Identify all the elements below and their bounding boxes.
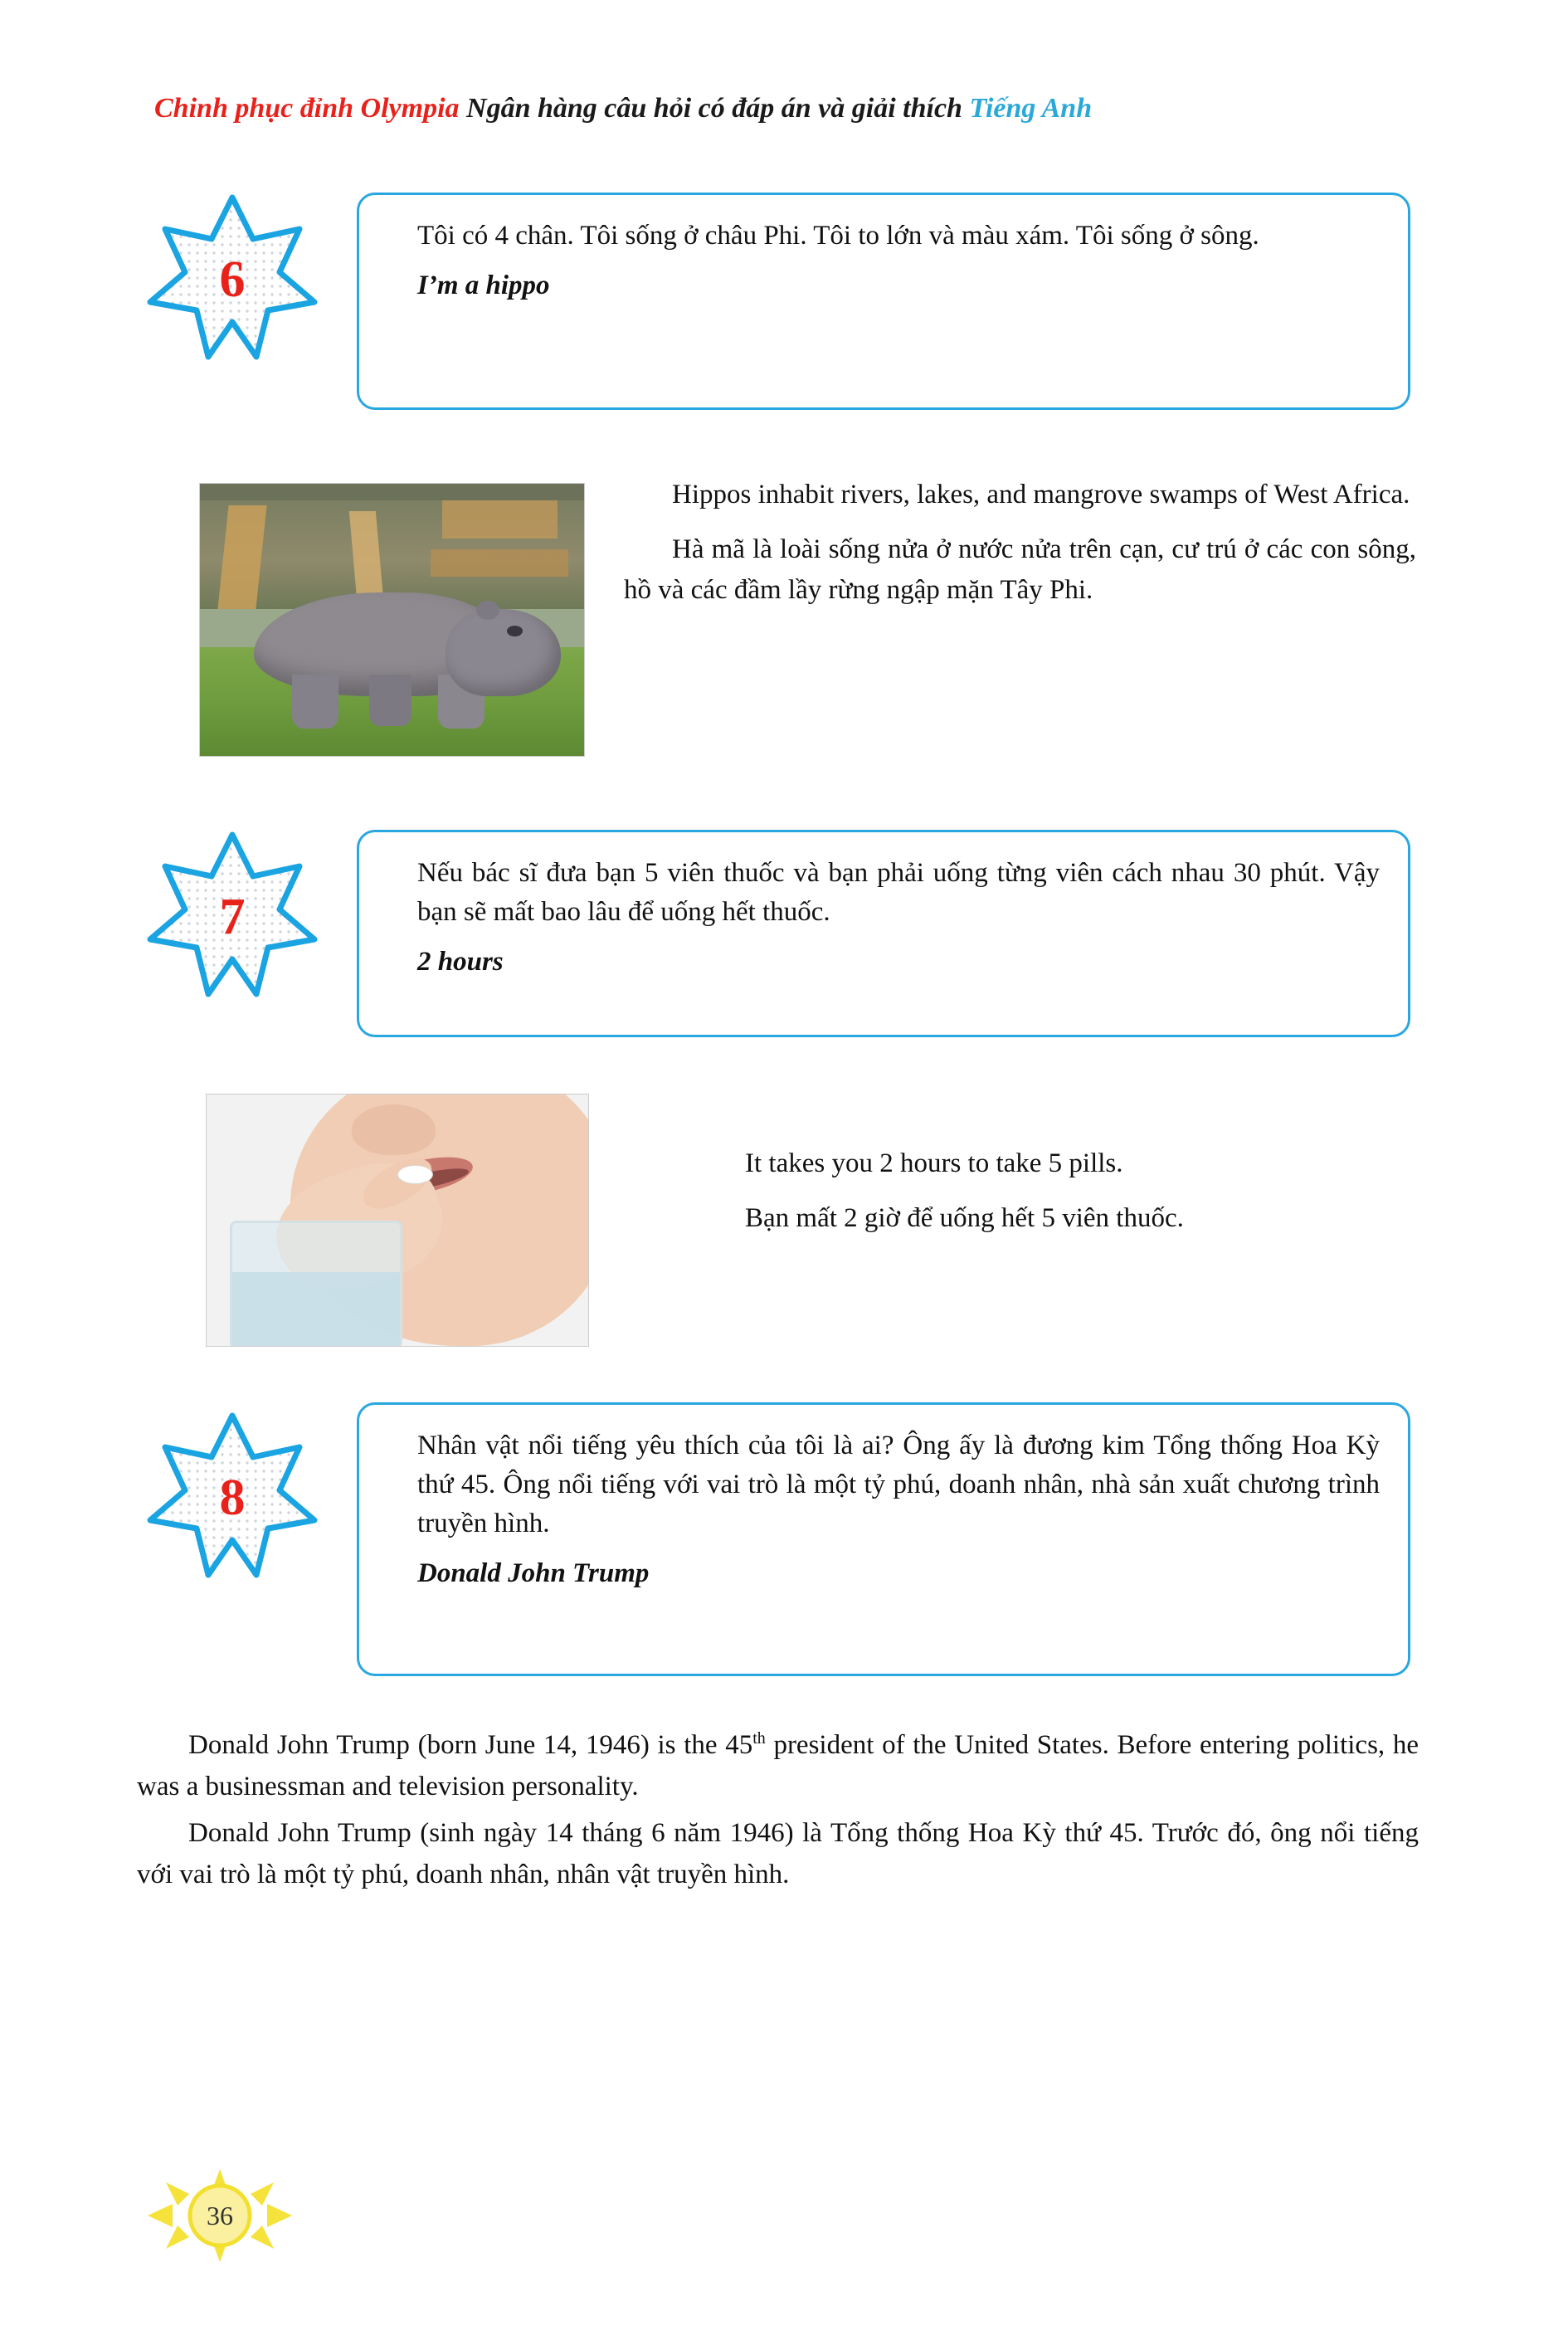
star-badge-6 xyxy=(145,193,319,367)
body-paragraph-en xyxy=(137,1724,1419,1807)
question-answer-6: I’m a hippo xyxy=(417,270,550,300)
star-number-6: 6 xyxy=(219,251,246,308)
question-text-6: Tôi có 4 chân. Tôi sống ở châu Phi. Tôi to lớn và màu xám. Tôi sống ở sông. xyxy=(417,221,1259,251)
question-answer-7: 2 hours xyxy=(417,946,504,977)
question-bubble-7 xyxy=(357,830,1410,1037)
page-number-badge xyxy=(141,2157,299,2274)
question-bubble-6 xyxy=(357,193,1410,410)
star-badge-8 xyxy=(145,1411,319,1585)
explanation-vi-7: Bạn mất 2 giờ để uống hết 5 viên thuốc. xyxy=(745,1202,1184,1233)
star-number-7: 7 xyxy=(219,888,246,945)
explanation-en-6: Hippos inhabit rivers, lakes, and mangrove swamps of West Africa. xyxy=(672,480,1410,509)
explanation-text-7 xyxy=(697,1143,1419,1239)
question-text-8: Nhân vật nổi tiếng yêu thích của tôi là ai? Ông ấy là đương kim Tổng thống Hoa Kỳ thứ 45. Ông nổi tiếng với vai trò là một tỷ phú, doanh nhân, nhà sản xuất chương trình truyền hình. xyxy=(417,1431,1380,1538)
question-text-7: Nếu bác sĩ đưa bạn 5 viên thuốc và bạn phải uống từng viên cách nhau 30 phút. Vậy bạn sẽ mất bao lâu để uống hết thuốc. xyxy=(417,858,1380,927)
body-en-part2: president of the United States. Before entering politics, he was a businessman and television personality. xyxy=(137,1730,1419,1802)
body-en-part1: Donald John Trump (born June 14, 1946) is the 45 xyxy=(188,1730,753,1760)
body-paragraphs xyxy=(137,1724,1419,1901)
explanation-text-6 xyxy=(624,475,1416,612)
page-number: 36 xyxy=(207,2200,233,2230)
body-paragraph-vi: Donald John Trump (sinh ngày 14 tháng 6 năm 1946) là Tổng thống Hoa Kỳ thứ 45. Trước đó, ông nổi tiếng với vai trò là một tỷ phú, doanh nhân, nhân vật truyền hình. xyxy=(137,1818,1419,1890)
question-answer-8: Donald John Trump xyxy=(417,1558,650,1588)
header-title-dark: Ngân hàng câu hỏi có đáp án và giải thích xyxy=(459,93,970,124)
hippo-photo xyxy=(199,483,585,757)
page-header xyxy=(154,93,1415,143)
header-title-red: Chinh phục đỉnh Olympia xyxy=(154,93,460,124)
header-title-blue: Tiếng Anh xyxy=(969,93,1093,124)
body-en-sup: th xyxy=(752,1729,766,1748)
pill-photo xyxy=(206,1094,589,1347)
explanation-vi-6: Hà mã là loài sống nửa ở nước nửa trên cạn, cư trú ở các con sông, hồ và các đầm lầy rừng ngập mặn Tây Phi. xyxy=(624,534,1416,605)
question-bubble-8 xyxy=(357,1402,1410,1676)
star-number-8: 8 xyxy=(219,1469,246,1526)
star-badge-7 xyxy=(145,830,319,1004)
explanation-en-7: It takes you 2 hours to take 5 pills. xyxy=(745,1148,1123,1178)
